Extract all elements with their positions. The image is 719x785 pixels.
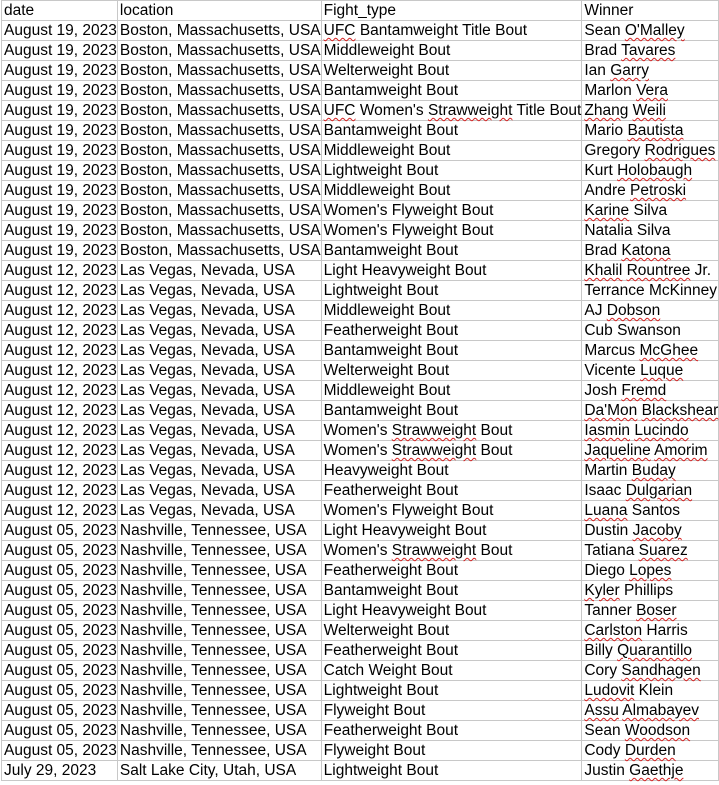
cell-date[interactable]: August 12, 2023 (2, 481, 118, 501)
table-row (2, 21, 719, 41)
cell-winner[interactable]: Karine Silva (582, 201, 719, 221)
table-row (2, 621, 719, 641)
cell-location[interactable]: Las Vegas, Nevada, USA (117, 381, 321, 401)
cell-location[interactable]: Boston, Massachusetts, USA (117, 181, 321, 201)
cell-location[interactable]: Las Vegas, Nevada, USA (117, 281, 321, 301)
cell-location[interactable]: Boston, Massachusetts, USA (117, 61, 321, 81)
table-row (2, 201, 719, 221)
cell-fight-type[interactable]: Women's Flyweight Bout (321, 221, 582, 241)
cell-location[interactable]: Boston, Massachusetts, USA (117, 21, 321, 41)
cell-winner[interactable]: Kyler Phillips (582, 581, 719, 601)
cell-location[interactable]: Las Vegas, Nevada, USA (117, 401, 321, 421)
cell-fight-type[interactable]: Featherweight Bout (321, 481, 582, 501)
cell-winner[interactable]: Vicente Luque (582, 361, 719, 381)
table-row (2, 141, 719, 161)
cell-date[interactable]: August 05, 2023 (2, 621, 118, 641)
cell-winner[interactable]: Gregory Rodrigues (582, 141, 719, 161)
cell-winner[interactable]: Ian Garry (582, 61, 719, 81)
table-row (2, 561, 719, 581)
table-row (2, 521, 719, 541)
cell-date[interactable]: August 05, 2023 (2, 641, 118, 661)
table-row (2, 761, 719, 781)
cell-date[interactable]: August 19, 2023 (2, 21, 118, 41)
cell-location[interactable]: Las Vegas, Nevada, USA (117, 301, 321, 321)
cell-winner[interactable]: Andre Petroski (582, 181, 719, 201)
cell-winner[interactable]: Martin Buday (582, 461, 719, 481)
cell-date[interactable]: August 05, 2023 (2, 661, 118, 681)
cell-winner[interactable]: Zhang Weili (582, 101, 719, 121)
cell-winner[interactable]: Kurt Holobaugh (582, 161, 719, 181)
table-row (2, 341, 719, 361)
cell-location[interactable]: Salt Lake City, Utah, USA (117, 761, 321, 781)
table-row (2, 361, 719, 381)
cell-location[interactable]: Boston, Massachusetts, USA (117, 221, 321, 241)
cell-winner[interactable]: Iasmin Lucindo (582, 421, 719, 441)
cell-location[interactable]: Nashville, Tennessee, USA (117, 721, 321, 741)
cell-date[interactable]: August 12, 2023 (2, 301, 118, 321)
table-row (2, 241, 719, 261)
cell-date[interactable]: August 05, 2023 (2, 721, 118, 741)
table-row (2, 681, 719, 701)
cell-date[interactable]: August 19, 2023 (2, 221, 118, 241)
cell-date[interactable]: August 05, 2023 (2, 561, 118, 581)
cell-winner[interactable]: Khalil Rountree Jr. (582, 261, 719, 281)
cell-fight-type[interactable]: Welterweight Bout (321, 61, 582, 81)
cell-date[interactable]: August 19, 2023 (2, 81, 118, 101)
cell-location[interactable]: Boston, Massachusetts, USA (117, 241, 321, 261)
cell-winner[interactable]: Dustin Jacoby (582, 521, 719, 541)
cell-location[interactable]: Nashville, Tennessee, USA (117, 641, 321, 661)
cell-fight-type[interactable]: Light Heavyweight Bout (321, 261, 582, 281)
cell-winner[interactable]: Jaqueline Amorim (582, 441, 719, 461)
table-row (2, 161, 719, 181)
cell-fight-type[interactable]: Lightweight Bout (321, 761, 582, 781)
cell-fight-type[interactable]: Middleweight Bout (321, 381, 582, 401)
cell-location[interactable]: Las Vegas, Nevada, USA (117, 461, 321, 481)
cell-location[interactable]: Las Vegas, Nevada, USA (117, 261, 321, 281)
cell-location[interactable]: Nashville, Tennessee, USA (117, 541, 321, 561)
cell-winner[interactable]: Brad Katona (582, 241, 719, 261)
table-row (2, 601, 719, 621)
cell-location[interactable]: Las Vegas, Nevada, USA (117, 481, 321, 501)
cell-fight-type[interactable]: UFC Bantamweight Title Bout (321, 21, 582, 41)
cell-location[interactable]: Nashville, Tennessee, USA (117, 521, 321, 541)
cell-location[interactable]: Las Vegas, Nevada, USA (117, 341, 321, 361)
cell-winner[interactable]: Assu Almabayev (582, 701, 719, 721)
table-row (2, 281, 719, 301)
cell-date[interactable]: August 19, 2023 (2, 181, 118, 201)
cell-location[interactable]: Nashville, Tennessee, USA (117, 621, 321, 641)
cell-fight-type[interactable]: Women's Strawweight Bout (321, 541, 582, 561)
table-row (2, 301, 719, 321)
cell-fight-type[interactable]: Women's Strawweight Bout (321, 441, 582, 461)
cell-location[interactable]: Nashville, Tennessee, USA (117, 661, 321, 681)
cell-date[interactable]: August 05, 2023 (2, 521, 118, 541)
cell-fight-type[interactable]: Welterweight Bout (321, 621, 582, 641)
cell-location[interactable]: Las Vegas, Nevada, USA (117, 421, 321, 441)
cell-fight-type[interactable]: Lightweight Bout (321, 161, 582, 181)
cell-location[interactable]: Nashville, Tennessee, USA (117, 741, 321, 761)
cell-winner[interactable]: Tanner Boser (582, 601, 719, 621)
cell-date[interactable]: August 12, 2023 (2, 501, 118, 521)
cell-winner[interactable]: Luana Santos (582, 501, 719, 521)
cell-fight-type[interactable]: Middleweight Bout (321, 41, 582, 61)
cell-fight-type[interactable]: Light Heavyweight Bout (321, 601, 582, 621)
cell-fight-type[interactable]: Bantamweight Bout (321, 121, 582, 141)
cell-winner[interactable]: Ludovit Klein (582, 681, 719, 701)
cell-winner[interactable]: Brad Tavares (582, 41, 719, 61)
table-row (2, 701, 719, 721)
cell-winner[interactable]: Marcus McGhee (582, 341, 719, 361)
cell-date[interactable]: August 12, 2023 (2, 261, 118, 281)
table-row (2, 221, 719, 241)
cell-fight-type[interactable]: Lightweight Bout (321, 281, 582, 301)
cell-date[interactable]: August 19, 2023 (2, 161, 118, 181)
cell-date[interactable]: August 12, 2023 (2, 441, 118, 461)
cell-fight-type[interactable]: Featherweight Bout (321, 321, 582, 341)
cell-winner[interactable]: Cody Durden (582, 741, 719, 761)
cell-location[interactable]: Boston, Massachusetts, USA (117, 161, 321, 181)
cell-date[interactable]: August 12, 2023 (2, 341, 118, 361)
cell-winner[interactable]: Josh Fremd (582, 381, 719, 401)
cell-winner[interactable]: Mario Bautista (582, 121, 719, 141)
cell-location[interactable]: Boston, Massachusetts, USA (117, 121, 321, 141)
cell-winner[interactable]: Da'Mon Blackshear (582, 401, 719, 421)
cell-fight-type[interactable]: Flyweight Bout (321, 741, 582, 761)
cell-fight-type[interactable]: Lightweight Bout (321, 681, 582, 701)
cell-fight-type[interactable]: Middleweight Bout (321, 141, 582, 161)
cell-date[interactable]: August 12, 2023 (2, 461, 118, 481)
cell-date[interactable]: August 05, 2023 (2, 541, 118, 561)
table-row (2, 121, 719, 141)
cell-fight-type[interactable]: Featherweight Bout (321, 561, 582, 581)
cell-location[interactable]: Las Vegas, Nevada, USA (117, 501, 321, 521)
cell-winner[interactable]: Diego Lopes (582, 561, 719, 581)
cell-location[interactable]: Las Vegas, Nevada, USA (117, 441, 321, 461)
table-row (2, 481, 719, 501)
table-row (2, 81, 719, 101)
cell-date[interactable]: August 19, 2023 (2, 241, 118, 261)
cell-fight-type[interactable]: Flyweight Bout (321, 701, 582, 721)
cell-date[interactable]: August 19, 2023 (2, 41, 118, 61)
table-row (2, 181, 719, 201)
cell-location[interactable]: Boston, Massachusetts, USA (117, 81, 321, 101)
cell-date[interactable]: August 05, 2023 (2, 701, 118, 721)
table-row (2, 461, 719, 481)
cell-date[interactable]: August 19, 2023 (2, 121, 118, 141)
cell-location[interactable]: Nashville, Tennessee, USA (117, 681, 321, 701)
spreadsheet-grid[interactable] (1, 0, 719, 781)
cell-winner[interactable]: Terrance McKinney (582, 281, 719, 301)
cell-date[interactable]: August 19, 2023 (2, 61, 118, 81)
cell-fight-type[interactable]: Bantamweight Bout (321, 81, 582, 101)
table-row (2, 501, 719, 521)
cell-fight-type[interactable]: Women's Flyweight Bout (321, 501, 582, 521)
cell-date[interactable]: August 19, 2023 (2, 201, 118, 221)
cell-location[interactable]: Boston, Massachusetts, USA (117, 101, 321, 121)
table-row (2, 721, 719, 741)
cell-fight-type[interactable]: Featherweight Bout (321, 721, 582, 741)
cell-date[interactable]: August 05, 2023 (2, 681, 118, 701)
cell-fight-type[interactable]: Bantamweight Bout (321, 241, 582, 261)
cell-location[interactable]: Las Vegas, Nevada, USA (117, 361, 321, 381)
cell-fight-type[interactable]: Bantamweight Bout (321, 341, 582, 361)
cell-date[interactable]: August 12, 2023 (2, 421, 118, 441)
table-row (2, 41, 719, 61)
cell-date[interactable]: August 05, 2023 (2, 601, 118, 621)
cell-fight-type[interactable]: Welterweight Bout (321, 361, 582, 381)
cell-fight-type[interactable]: Catch Weight Bout (321, 661, 582, 681)
cell-fight-type[interactable]: UFC Women's Strawweight Title Bout (321, 101, 582, 121)
table-row (2, 741, 719, 761)
table-row (2, 61, 719, 81)
table-row (2, 421, 719, 441)
table-row (2, 401, 719, 421)
table-body (2, 21, 719, 781)
cell-location[interactable]: Nashville, Tennessee, USA (117, 601, 321, 621)
cell-location[interactable]: Nashville, Tennessee, USA (117, 561, 321, 581)
cell-location[interactable]: Boston, Massachusetts, USA (117, 141, 321, 161)
cell-date[interactable]: August 12, 2023 (2, 381, 118, 401)
cell-location[interactable]: Nashville, Tennessee, USA (117, 581, 321, 601)
table-row (2, 541, 719, 561)
table-row (2, 321, 719, 341)
cell-fight-type[interactable]: Women's Strawweight Bout (321, 421, 582, 441)
cell-location[interactable]: Boston, Massachusetts, USA (117, 201, 321, 221)
cell-fight-type[interactable]: Light Heavyweight Bout (321, 521, 582, 541)
cell-winner[interactable]: AJ Dobson (582, 301, 719, 321)
cell-date[interactable]: August 12, 2023 (2, 321, 118, 341)
cell-location[interactable]: Las Vegas, Nevada, USA (117, 321, 321, 341)
cell-date[interactable]: August 19, 2023 (2, 141, 118, 161)
cell-winner[interactable]: Sean Woodson (582, 721, 719, 741)
cell-fight-type[interactable]: Bantamweight Bout (321, 581, 582, 601)
header-row (2, 1, 719, 21)
cell-winner[interactable]: Tatiana Suarez (582, 541, 719, 561)
cell-date[interactable]: August 19, 2023 (2, 101, 118, 121)
cell-winner[interactable]: Cub Swanson (582, 321, 719, 341)
cell-date[interactable]: August 05, 2023 (2, 581, 118, 601)
cell-fight-type[interactable]: Featherweight Bout (321, 641, 582, 661)
table-row (2, 261, 719, 281)
table-row (2, 641, 719, 661)
cell-winner[interactable]: Isaac Dulgarian (582, 481, 719, 501)
cell-date[interactable]: July 29, 2023 (2, 761, 118, 781)
cell-fight-type[interactable]: Middleweight Bout (321, 301, 582, 321)
cell-winner[interactable]: Cory Sandhagen (582, 661, 719, 681)
table-row (2, 581, 719, 601)
cell-fight-type[interactable]: Middleweight Bout (321, 181, 582, 201)
cell-winner[interactable]: Carlston Harris (582, 621, 719, 641)
cell-date[interactable]: August 12, 2023 (2, 281, 118, 301)
cell-location[interactable]: Nashville, Tennessee, USA (117, 701, 321, 721)
table-row (2, 101, 719, 121)
cell-winner[interactable]: Sean O'Malley (582, 21, 719, 41)
cell-fight-type[interactable]: Women's Flyweight Bout (321, 201, 582, 221)
cell-date[interactable]: August 05, 2023 (2, 741, 118, 761)
header-cell-winner[interactable]: Winner (582, 1, 719, 21)
header-cell-location[interactable]: location (117, 1, 321, 21)
header-cell-date[interactable]: date (2, 1, 118, 21)
cell-fight-type[interactable]: Bantamweight Bout (321, 401, 582, 421)
table-row (2, 441, 719, 461)
table-row (2, 661, 719, 681)
table-row (2, 381, 719, 401)
cell-location[interactable]: Boston, Massachusetts, USA (117, 41, 321, 61)
cell-date[interactable]: August 12, 2023 (2, 401, 118, 421)
cell-date[interactable]: August 12, 2023 (2, 361, 118, 381)
cell-fight-type[interactable]: Heavyweight Bout (321, 461, 582, 481)
cell-winner[interactable]: Billy Quarantillo (582, 641, 719, 661)
cell-winner[interactable]: Justin Gaethje (582, 761, 719, 781)
cell-winner[interactable]: Marlon Vera (582, 81, 719, 101)
cell-winner[interactable]: Natalia Silva (582, 221, 719, 241)
header-cell-fight-type[interactable]: Fight_type (321, 1, 582, 21)
